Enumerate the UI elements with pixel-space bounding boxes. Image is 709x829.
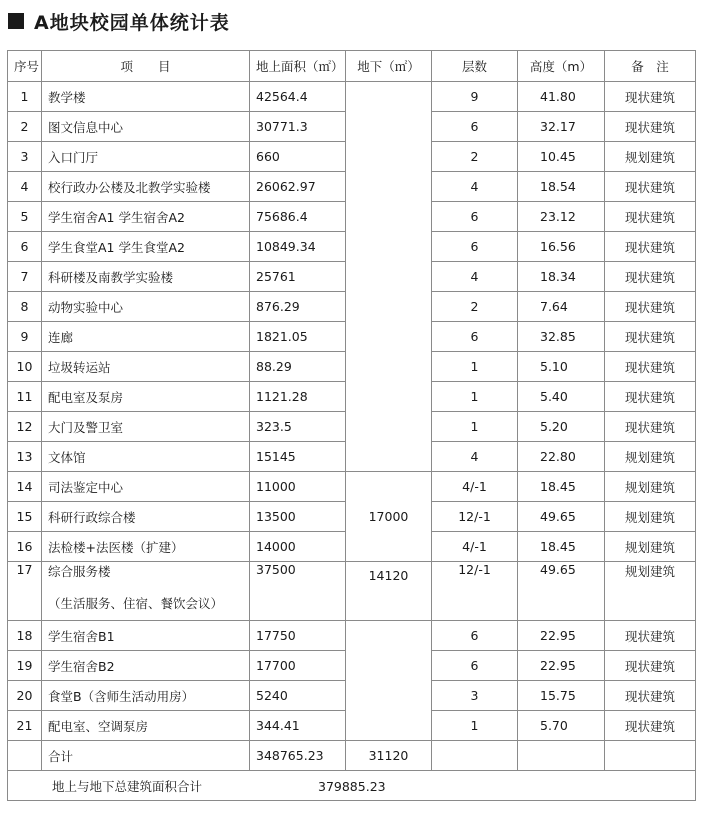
row-floors: 3 <box>432 681 518 711</box>
row-name: 大门及警卫室 <box>42 412 250 442</box>
row-name: 校行政办公楼及北教学实验楼 <box>42 172 250 202</box>
row-remark: 现状建筑 <box>605 382 696 412</box>
row-no: 21 <box>8 711 42 741</box>
page-title: A地块校园单体统计表 <box>34 11 230 34</box>
total-no-empty <box>8 741 42 771</box>
row-remark: 现状建筑 <box>605 82 696 112</box>
row-area: 15145 <box>250 442 346 472</box>
row-remark: 现状建筑 <box>605 112 696 142</box>
grand-total-label: 地上与地下总建筑面积合计 <box>52 778 203 794</box>
row-area: 5240 <box>250 681 346 711</box>
header-height: 高度（m） <box>518 51 605 82</box>
row-no: 3 <box>8 142 42 172</box>
row-floors: 1 <box>432 412 518 442</box>
row-height: 5.20 <box>518 412 605 442</box>
row-remark: 现状建筑 <box>605 651 696 681</box>
header-floors: 层数 <box>432 51 518 82</box>
row-no: 18 <box>8 621 42 651</box>
row-height: 5.10 <box>518 352 605 382</box>
row-name: 文体馆 <box>42 442 250 472</box>
header-area: 地上面积（㎡） <box>250 51 346 82</box>
row-height: 7.64 <box>518 292 605 322</box>
row-area: 344.41 <box>250 711 346 741</box>
row-name: 司法鉴定中心 <box>42 472 250 502</box>
row-name: 学生宿舍B1 <box>42 621 250 651</box>
row-name: 图文信息中心 <box>42 112 250 142</box>
row-no: 11 <box>8 382 42 412</box>
row-floors: 4/-1 <box>432 472 518 502</box>
row-name: 科研行政综合楼 <box>42 502 250 532</box>
row-remark: 现状建筑 <box>605 202 696 232</box>
row-remark: 现状建筑 <box>605 232 696 262</box>
row-floors: 6 <box>432 112 518 142</box>
row-name-note: （生活服务、住宿、餐饮会议） <box>48 596 224 611</box>
row-no: 15 <box>8 502 42 532</box>
row-remark: 规划建筑 <box>605 142 696 172</box>
row-name: 科研楼及南教学实验楼 <box>42 262 250 292</box>
row-area: 13500 <box>250 502 346 532</box>
row-height: 22.95 <box>518 651 605 681</box>
row-area: 30771.3 <box>250 112 346 142</box>
row-name: 配电室及泵房 <box>42 382 250 412</box>
statistics-table <box>7 50 696 801</box>
row-no: 6 <box>8 232 42 262</box>
grand-total-row <box>8 771 696 801</box>
row-height: 18.34 <box>518 262 605 292</box>
row-remark: 现状建筑 <box>605 322 696 352</box>
row-height: 23.12 <box>518 202 605 232</box>
total-height-empty <box>518 741 605 771</box>
row-height: 10.45 <box>518 142 605 172</box>
row-area: 660 <box>250 142 346 172</box>
total-row <box>8 741 696 771</box>
total-remark-empty <box>605 741 696 771</box>
row-floors: 2 <box>432 142 518 172</box>
row-remark: 规划建筑 <box>605 532 696 562</box>
table-row <box>8 621 696 651</box>
row-floors: 4 <box>432 262 518 292</box>
row-height: 16.56 <box>518 232 605 262</box>
row-remark: 现状建筑 <box>605 412 696 442</box>
row-name: 配电室、空调泵房 <box>42 711 250 741</box>
row-area: 26062.97 <box>250 172 346 202</box>
row-floors: 4/-1 <box>432 532 518 562</box>
row-height: 15.75 <box>518 681 605 711</box>
row-no: 20 <box>8 681 42 711</box>
row-no: 1 <box>8 82 42 112</box>
row-area: 75686.4 <box>250 202 346 232</box>
row-area: 14000 <box>250 532 346 562</box>
row-height: 5.70 <box>518 711 605 741</box>
underground-block-17: 14120 <box>346 562 432 621</box>
row-floors: 1 <box>432 352 518 382</box>
row-floors: 6 <box>432 202 518 232</box>
row-area: 25761 <box>250 262 346 292</box>
row-area: 876.29 <box>250 292 346 322</box>
total-label: 合计 <box>42 741 250 771</box>
row-remark: 规划建筑 <box>605 502 696 532</box>
row-area: 10849.34 <box>250 232 346 262</box>
row-height: 32.85 <box>518 322 605 352</box>
row-floors: 12/-1 <box>432 562 518 621</box>
row-floors: 2 <box>432 292 518 322</box>
row-name: 学生宿舍A1 学生宿舍A2 <box>42 202 250 232</box>
row-area: 42564.4 <box>250 82 346 112</box>
table-row <box>8 472 696 502</box>
row-remark: 现状建筑 <box>605 681 696 711</box>
row-name-multiline <box>42 562 250 621</box>
title-square-icon <box>8 13 24 29</box>
header-no: 序号 <box>8 51 42 82</box>
row-no: 9 <box>8 322 42 352</box>
row-name: 连廊 <box>42 322 250 352</box>
row-area: 37500 <box>250 562 346 621</box>
row-no: 16 <box>8 532 42 562</box>
header-row <box>8 51 696 82</box>
row-name: 教学楼 <box>42 82 250 112</box>
row-name: 学生宿舍B2 <box>42 651 250 681</box>
total-area: 348765.23 <box>250 741 346 771</box>
row-name: 食堂B（含师生活动用房） <box>42 681 250 711</box>
row-area: 88.29 <box>250 352 346 382</box>
row-no: 2 <box>8 112 42 142</box>
row-remark: 现状建筑 <box>605 711 696 741</box>
row-area: 323.5 <box>250 412 346 442</box>
row-floors: 1 <box>432 711 518 741</box>
table-row <box>8 82 696 112</box>
row-no: 4 <box>8 172 42 202</box>
row-floors: 1 <box>432 382 518 412</box>
row-name: 垃圾转运站 <box>42 352 250 382</box>
row-floors: 4 <box>432 442 518 472</box>
grand-total-cell <box>8 771 696 801</box>
row-floors: 6 <box>432 651 518 681</box>
row-remark: 现状建筑 <box>605 172 696 202</box>
header-name: 项 目 <box>42 51 250 82</box>
header-remark: 备 注 <box>605 51 696 82</box>
row-height: 49.65 <box>518 562 605 621</box>
row-name: 入口门厅 <box>42 142 250 172</box>
row-height: 22.95 <box>518 621 605 651</box>
row-name: 法检楼+法医楼（扩建） <box>42 532 250 562</box>
row-underground-empty <box>346 82 432 472</box>
row-floors: 6 <box>432 621 518 651</box>
row-name: 动物实验中心 <box>42 292 250 322</box>
row-height: 22.80 <box>518 442 605 472</box>
row-height: 18.45 <box>518 532 605 562</box>
row-floors: 6 <box>432 322 518 352</box>
row-no: 12 <box>8 412 42 442</box>
row-no: 8 <box>8 292 42 322</box>
row-no: 19 <box>8 651 42 681</box>
total-underground: 31120 <box>346 741 432 771</box>
row-remark: 规划建筑 <box>605 472 696 502</box>
row-no: 5 <box>8 202 42 232</box>
row-height: 49.65 <box>518 502 605 532</box>
row-height: 41.80 <box>518 82 605 112</box>
row-floors: 6 <box>432 232 518 262</box>
row-no: 14 <box>8 472 42 502</box>
row-no: 10 <box>8 352 42 382</box>
row-remark: 规划建筑 <box>605 562 696 621</box>
row-remark: 现状建筑 <box>605 262 696 292</box>
row-floors: 9 <box>432 82 518 112</box>
underground-block-14-16: 17000 <box>346 472 432 562</box>
row-remark: 现状建筑 <box>605 352 696 382</box>
table-row <box>8 562 696 621</box>
row-remark: 现状建筑 <box>605 621 696 651</box>
total-floors-empty <box>432 741 518 771</box>
row-area: 1121.28 <box>250 382 346 412</box>
row-area: 17700 <box>250 651 346 681</box>
row-area: 1821.05 <box>250 322 346 352</box>
grand-total-value: 379885.23 <box>318 778 386 794</box>
row-height: 18.54 <box>518 172 605 202</box>
row-remark: 规划建筑 <box>605 442 696 472</box>
row-name: 学生食堂A1 学生食堂A2 <box>42 232 250 262</box>
row-no: 7 <box>8 262 42 292</box>
row-floors: 4 <box>432 172 518 202</box>
row-area: 17750 <box>250 621 346 651</box>
header-underground: 地下（㎡） <box>346 51 432 82</box>
row-height: 5.40 <box>518 382 605 412</box>
row-height: 18.45 <box>518 472 605 502</box>
title-row <box>8 6 230 36</box>
row-underground-empty <box>346 621 432 741</box>
row-no: 13 <box>8 442 42 472</box>
row-no: 17 <box>8 562 42 621</box>
row-name: 综合服务楼 <box>48 564 111 579</box>
row-area: 11000 <box>250 472 346 502</box>
row-remark: 现状建筑 <box>605 292 696 322</box>
row-floors: 12/-1 <box>432 502 518 532</box>
row-height: 32.17 <box>518 112 605 142</box>
